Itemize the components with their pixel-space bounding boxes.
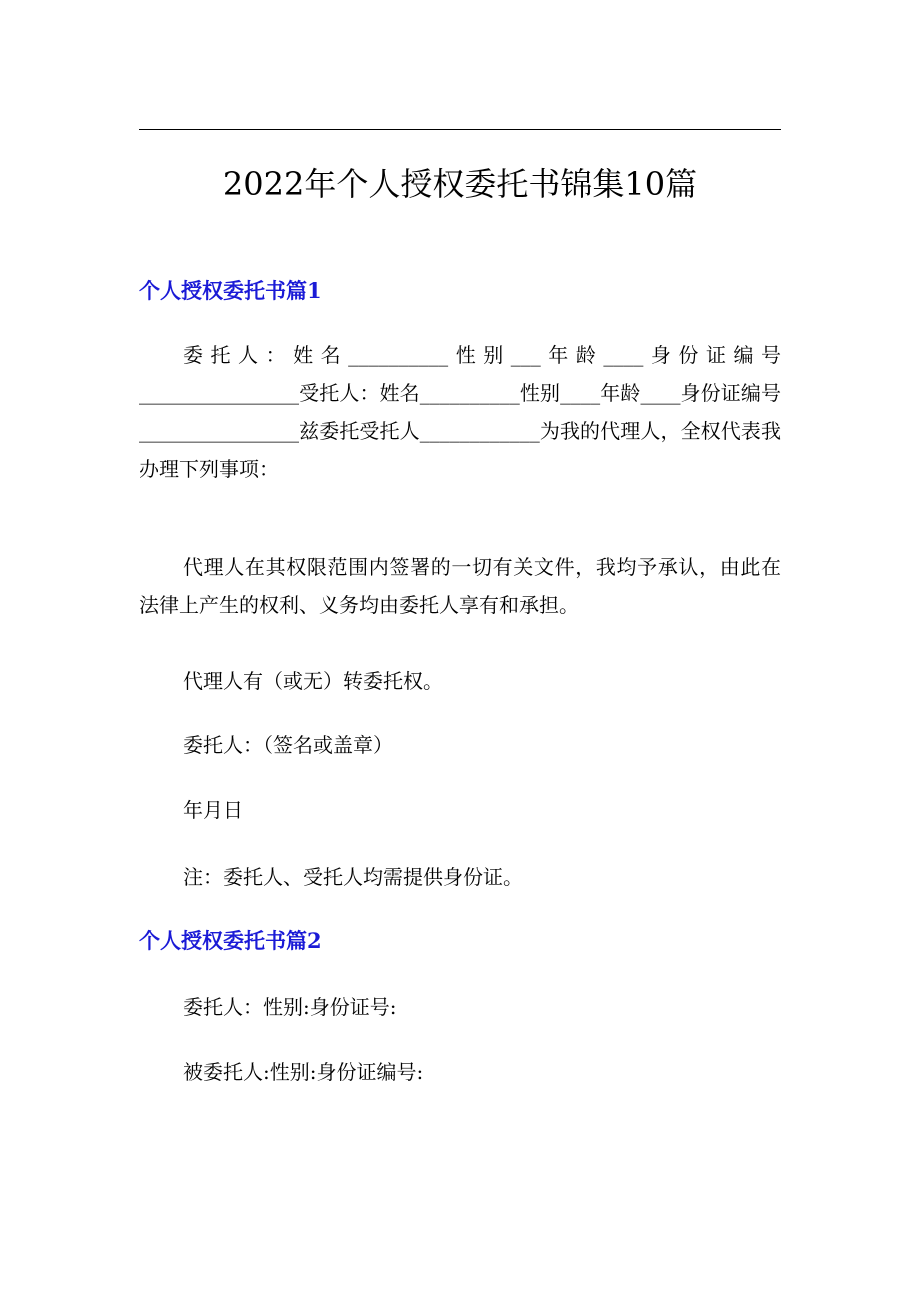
section1-line-transfer: 代理人有（或无）转委托权。 [183,669,443,693]
section1-paragraph-1: 委托人：姓名__________性别___年龄____身份证编号________________受托人：姓名__________性别____年龄____身份证编号________________兹委托受托人____________为我的代理人，全权代表我办理下列事项： [139,343,781,481]
document-title: 2022年个人授权委托书锦集10篇 [222,165,698,203]
header-rule [139,129,781,130]
section-heading-1: 个人授权委托书篇1 [139,278,322,303]
section-heading-2: 个人授权委托书篇2 [139,928,322,953]
section1-line-signature: 委托人：（签名或盖章） [183,733,393,757]
section2-line-agent: 被委托人:性别:身份证编号: [183,1060,424,1084]
section2-line-principal: 委托人：性别:身份证号: [183,995,397,1019]
section1-line-note: 注：委托人、受托人均需提供身份证。 [183,865,523,889]
section1-line-date: 年月日 [183,798,243,822]
section1-paragraph-2: 代理人在其权限范围内签署的一切有关文件，我均予承认，由此在法律上产生的权利、义务均由委托人享有和承担。 [139,555,781,617]
